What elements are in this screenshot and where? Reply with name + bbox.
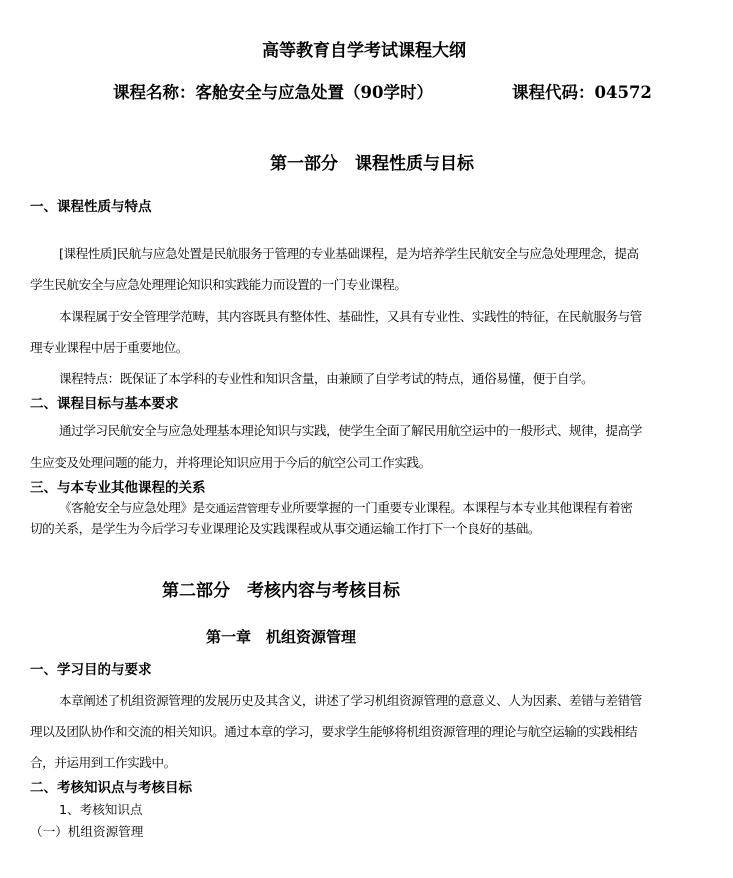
course-code: 课程代码：04572 xyxy=(512,83,652,102)
paragraph-line: 课程特点：既保证了本学科的专业性和知识含量，由兼顾了自学考试的特点，通俗易懂，便于自学。 xyxy=(59,371,594,386)
paragraph-line: 理专业课程中居于重要地位。 xyxy=(30,340,188,355)
chapter-one-title: 第一章 机组资源管理 xyxy=(206,628,357,646)
section-heading-assessment: 二、考核知识点与考核目标 xyxy=(30,780,192,796)
paragraph-line: 生应变及处理问题的能力，并将理论知识应用于今后的航空公司工作实践。 xyxy=(30,455,431,470)
part-one-title: 第一部分 课程性质与目标 xyxy=(270,154,474,174)
list-item: 1、考核知识点 xyxy=(59,802,143,817)
relation-text-c: 专业所要掌握的一门重要专业课程。本课程与本专业其他课程有着密 xyxy=(268,500,633,515)
paragraph-line: [课程性质]民航与应急处置是民航服务于管理的专业基础课程，是为培养学生民航安全与应急处理理念，提高 xyxy=(59,246,639,261)
paragraph-line: 本章阐述了机组资源管理的发展历史及其含义，讲述了学习机组资源管理的意意义、人为因素、差错与差错管 xyxy=(59,693,642,708)
relation-text-major: 交通运营管理 xyxy=(204,502,269,515)
section-heading-objectives: 二、课程目标与基本要求 xyxy=(30,396,179,412)
paragraph-line: 切的关系，是学生为今后学习专业课理论及实践课程或从事交通运输工作打下一个良好的基础。 xyxy=(30,521,541,536)
paragraph-line xyxy=(59,502,632,515)
paragraph-line: 合，并运用到工作实践中。 xyxy=(30,755,176,770)
course-name: 课程名称：客舱安全与应急处置（90学时） xyxy=(113,83,433,102)
relation-text-a: 《客舱安全与应急处理》是 xyxy=(59,500,205,515)
paragraph-line: 学生民航安全与应急处理理论知识和实践能力而设置的一门专业课程。 xyxy=(30,277,407,292)
paragraph-line: 本课程属于安全管理学范畴，其内容既具有整体性、基础性，又具有专业性、实践性的特征，在民航服务与管 xyxy=(59,309,642,324)
section-heading-nature: 一、课程性质与特点 xyxy=(30,199,152,215)
part-two-title: 第二部分 考核内容与考核目标 xyxy=(162,581,400,601)
paragraph-line: 通过学习民航安全与应急处理基本理论知识与实践，使学生全面了解民用航空运中的一般形式、规律，提高学 xyxy=(59,423,642,438)
document-title: 高等教育自学考试课程大纲 xyxy=(262,41,466,61)
list-item: （一）机组资源管理 xyxy=(30,824,144,839)
section-heading-relations: 三、与本专业其他课程的关系 xyxy=(30,480,206,496)
paragraph-line: 理以及团队协作和交流的相关知识。通过本章的学习，要求学生能够将机组资源管理的理论与航空运输的实践相结 xyxy=(30,724,638,739)
section-heading-learning-goals: 一、学习目的与要求 xyxy=(30,662,152,678)
